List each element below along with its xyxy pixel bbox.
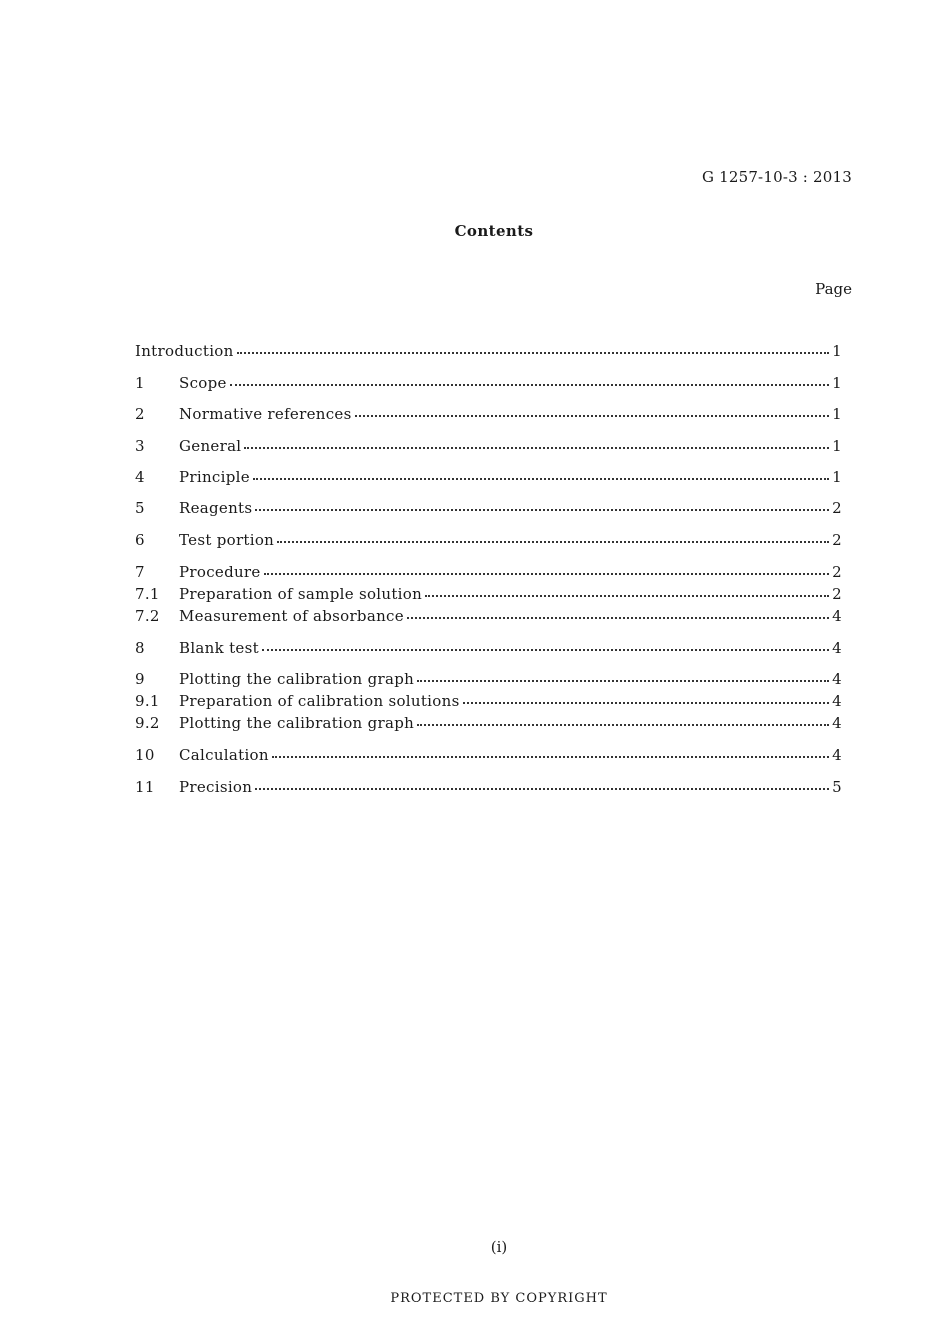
toc-leader-dots	[255, 495, 829, 511]
toc-leader-dots	[417, 666, 829, 682]
toc-entry-number: 4	[135, 468, 145, 486]
toc-entry-normative-references[interactable]	[135, 403, 842, 425]
toc-leader-dots	[277, 527, 829, 543]
toc-leader-dots	[230, 370, 829, 386]
toc-entry-number: 7	[135, 563, 145, 581]
toc-entry-page: 4	[832, 670, 842, 688]
toc-entry-label: Normative references	[179, 405, 352, 423]
toc-entry-page: 1	[832, 342, 842, 360]
toc-entry-label: Plotting the calibration graph	[179, 714, 415, 732]
toc-leader-dots	[244, 433, 829, 449]
toc-leader-dots	[262, 635, 829, 651]
toc-leader-dots	[237, 338, 830, 354]
toc-entry-label: Preparation of sample solution	[179, 585, 423, 603]
toc-entry-page: 2	[832, 563, 842, 581]
toc-entry-page: 4	[832, 607, 842, 625]
toc-entry-page: 1	[832, 405, 842, 423]
toc-leader-dots	[255, 774, 829, 790]
toc-entry-plotting-the-calibration-graph-sub[interactable]	[135, 712, 842, 734]
toc-entry-blank-test[interactable]	[135, 637, 842, 659]
toc-entry-scope[interactable]	[135, 372, 842, 394]
page-number: (i)	[490, 1238, 508, 1256]
toc-entry-page: 1	[832, 374, 842, 392]
toc-entry-precision[interactable]	[135, 776, 842, 798]
toc-entry-page: 4	[832, 746, 842, 764]
toc-entry-label: Principle	[179, 468, 250, 486]
toc-entry-test-portion[interactable]	[135, 529, 842, 551]
toc-leader-dots	[253, 464, 829, 480]
toc-entry-number: 2	[135, 405, 145, 423]
toc-entry-number: 1	[135, 374, 145, 392]
toc-entry-page: 2	[832, 585, 842, 603]
toc-entry-plotting-the-calibration-graph[interactable]	[135, 668, 842, 690]
toc-entry-number: 9.2	[135, 714, 160, 732]
toc-entry-number: 8	[135, 639, 145, 657]
toc-leader-dots	[272, 742, 829, 758]
toc-entry-label: General	[179, 437, 242, 455]
toc-entry-number: 7.2	[135, 607, 160, 625]
page-title: Contents	[454, 222, 534, 240]
toc-entry-label: Calculation	[179, 746, 269, 764]
toc-entry-number: 11	[135, 778, 155, 796]
toc-leader-dots	[407, 603, 829, 619]
toc-entry-page: 4	[832, 714, 842, 732]
toc-entry-preparation-of-sample-solution[interactable]	[135, 583, 842, 605]
toc-entry-number: 7.1	[135, 585, 160, 603]
toc-entry-page: 4	[832, 639, 842, 657]
toc-entry-reagents[interactable]	[135, 497, 842, 519]
toc-entry-number: 10	[135, 746, 155, 764]
toc-entry-label: Preparation of calibration solutions	[179, 692, 460, 710]
toc-entry-number: 9.1	[135, 692, 160, 710]
toc-entry-page: 2	[832, 499, 842, 517]
toc-entry-measurement-of-absorbance[interactable]	[135, 605, 842, 627]
toc-entry-introduction[interactable]	[135, 340, 842, 362]
toc-entry-general[interactable]	[135, 435, 842, 457]
toc-entry-page: 1	[832, 437, 842, 455]
toc-entry-label: Introduction	[135, 342, 234, 360]
toc-entry-label: Reagents	[179, 499, 253, 517]
toc-entry-label: Precision	[179, 778, 253, 796]
toc-entry-principle[interactable]	[135, 466, 842, 488]
toc-entry-number: 5	[135, 499, 145, 517]
toc-leader-dots	[417, 710, 829, 726]
toc-entry-number: 9	[135, 670, 145, 688]
toc-entry-page: 2	[832, 531, 842, 549]
toc-entry-number: 6	[135, 531, 145, 549]
toc-entry-label: Plotting the calibration graph	[179, 670, 415, 688]
toc-entry-procedure[interactable]	[135, 561, 842, 583]
toc-entry-page: 5	[832, 778, 842, 796]
toc-entry-label: Blank test	[179, 639, 259, 657]
toc-entry-label: Procedure	[179, 563, 261, 581]
toc-leader-dots	[264, 559, 830, 575]
toc-entry-label: Test portion	[179, 531, 275, 549]
toc-entry-number: 3	[135, 437, 145, 455]
toc-entry-calculation[interactable]	[135, 744, 842, 766]
toc-entry-preparation-of-calibration-solutions[interactable]	[135, 690, 842, 712]
copyright-notice: PROTECTED BY COPYRIGHT	[390, 1291, 608, 1306]
page-column-label: Page	[815, 280, 852, 298]
toc-entry-label: Scope	[179, 374, 227, 392]
toc-entry-label: Measurement of absorbance	[179, 607, 404, 625]
toc-leader-dots	[355, 401, 830, 417]
toc-leader-dots	[425, 581, 829, 597]
document-id: G 1257-10-3 : 2013	[701, 168, 852, 186]
toc-entry-page: 4	[832, 692, 842, 710]
toc-entry-page: 1	[832, 468, 842, 486]
toc-leader-dots	[463, 688, 830, 704]
